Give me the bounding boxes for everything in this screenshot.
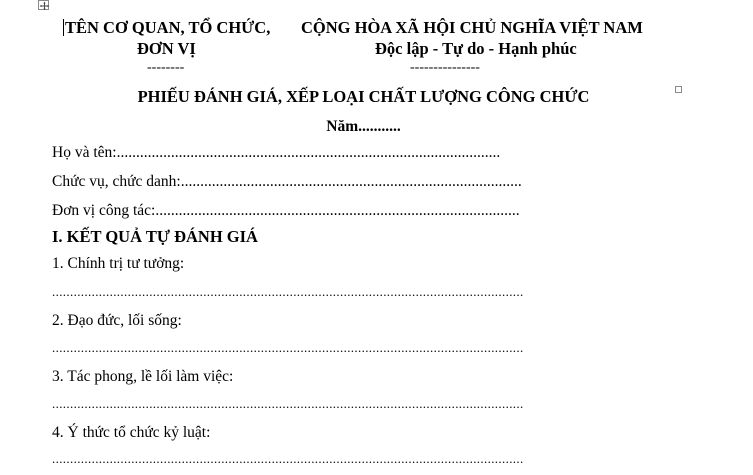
national-motto: Độc lập - Tự do - Hạnh phúc — [375, 39, 577, 58]
form-title: PHIẾU ĐÁNH GIÁ, XẾP LOẠI CHẤT LƯỢNG CÔNG CHỨC — [137, 87, 590, 106]
field-full-name[interactable] — [52, 143, 500, 163]
field-fill-dots: .............................................................................................. — [155, 202, 520, 219]
criterion-answer-line[interactable]: ................................................................................................................................... — [52, 284, 524, 299]
move-cross-icon — [39, 1, 50, 11]
field-label: Đơn vị công tác: — [52, 202, 156, 219]
criterion-answer-line[interactable]: ................................................................................................................................... — [52, 451, 524, 466]
field-label: Chức vụ, chức danh: — [52, 173, 181, 190]
field-work-unit[interactable] — [52, 201, 520, 221]
text-cursor — [63, 19, 64, 36]
field-label: Họ và tên: — [52, 144, 117, 161]
table-move-handle[interactable] — [38, 0, 49, 10]
national-title: CỘNG HÒA XÃ HỘI CHỦ NGHĨA VIỆT NAM — [301, 18, 643, 37]
agency-name-line1: TÊN CƠ QUAN, TỔ CHỨC, — [65, 18, 271, 37]
criterion-label: 4. Ý thức tổ chức kỷ luật: — [52, 424, 211, 441]
criterion-label: 2. Đạo đức, lối sống: — [52, 312, 182, 329]
form-year: Năm........... — [326, 118, 401, 135]
section-heading: I. KẾT QUẢ TỰ ĐÁNH GIÁ — [52, 227, 258, 246]
criterion-answer-line[interactable]: ................................................................................................................................... — [52, 396, 524, 411]
criterion-label: 3. Tác phong, lề lối làm việc: — [52, 368, 234, 385]
national-separator: --------------- — [410, 60, 480, 75]
criterion-answer-line[interactable]: ................................................................................................................................... — [52, 340, 524, 355]
agency-separator: -------- — [147, 60, 185, 75]
field-position[interactable] — [52, 172, 522, 192]
field-fill-dots: ........................................................................................ — [180, 173, 522, 190]
criterion-label: 1. Chính trị tư tưởng: — [52, 255, 185, 272]
agency-name-line2: ĐƠN VỊ — [137, 39, 196, 58]
field-fill-dots: ................................................................................................... — [116, 144, 501, 161]
